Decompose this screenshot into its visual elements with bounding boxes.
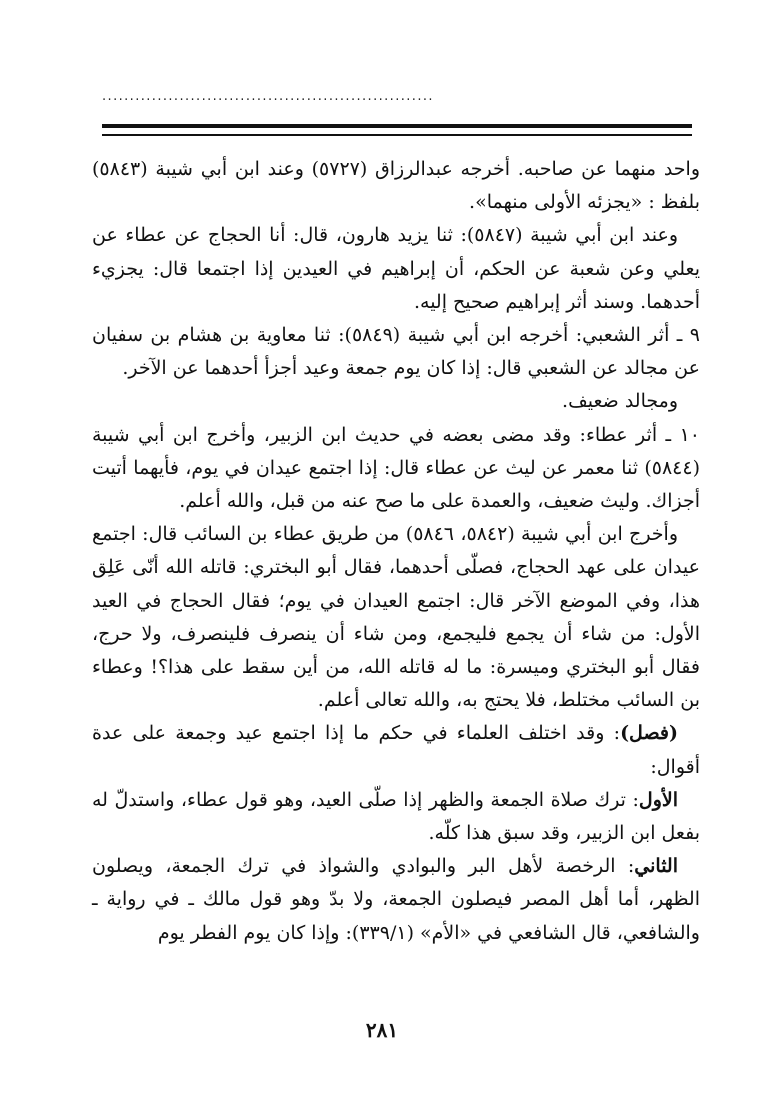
- header-rule-thick: [102, 124, 692, 128]
- paragraph-athar-ata: ١٠ ـ أثر عطاء: وقد مضى بعضه في حديث ابن الزبير، وأخرج ابن أبي شيبة (٥٨٤٤) ثنا معمر عن ليث عن عطاء قال: إذا اجتمع عيدان في يوم، فأيهما أتيت أجزاك. وليث ضعيف، والعمدة على ما صح عنه من قبل، والله أعلم.: [92, 423, 700, 513]
- paragraph-fasl: [92, 717, 700, 783]
- second-opinion-text: : الرخصة لأهل البر والبوادي والشواذ في ترك الجمعة، ويصلون الظهر، أما أهل المصر فيصلون الجمعة، ولا بدّ وهو قول مالك ـ في رواية ـ والشافعي، قال الشافعي في «الأم» (٣٣٩/١): وإذا كان يوم الفطر يوم: [92, 855, 700, 944]
- first-opinion-label: الأول: [638, 788, 678, 811]
- paragraph-ibn-abi-shaybah: وعند ابن أبي شيبة (٥٨٤٧): ثنا يزيد هارون، قال: أنا الحجاج عن عطاء عن يعلي وعن شعبة عن الحكم، أن إبراهيم في العيدين إذا اجتمعا قال: يجزيء أحدهما. وسند أثر إبراهيم صحيح إليه.: [92, 224, 700, 313]
- fasl-text: : وقد اختلف العلماء في حكم ما إذا اجتمع عيد وجمعة على عدة أقوال:: [92, 722, 700, 778]
- paragraph-continuation: واحد منهما عن صاحبه. أخرجه عبدالرزاق (٥٧٢٧) وعند ابن أبي شيبة (٥٨٤٣) بلفظ : «يجزئه الأولى منهما».: [92, 158, 701, 214]
- page-number: ٢٨١: [365, 1018, 399, 1042]
- dotted-separator: ............................................................: [102, 92, 434, 102]
- second-opinion-label: الثاني: [634, 855, 678, 878]
- fasl-label: (فصل): [620, 722, 678, 745]
- paragraph-first-opinion: [92, 784, 700, 850]
- body-text: [92, 153, 700, 950]
- paragraph-ata-ibn-saib: وأخرج ابن أبي شيبة (٥٨٤٢، ٥٨٤٦) من طريق عطاء بن السائب قال: اجتمع عيدان على عهد الحجاج، فصلّى أحدهما، فقال أبو البختري: قاتله الله أنّى عَلِق هذا، وفي الموضع الآخر قال: اجتمع العيدان في يوم؛ فقال الحجاج في العيد الأول: من شاء أن يجمع فليجمع، ومن شاء أن ينصرف فلينصرف، ولا حرج، فقال أبو البختري وميسرة: ما له قاتله الله، من أين سقط على هذا؟! وعطاء بن السائب مختلط، فلا يحتج به، والله تعالى أعلم.: [92, 523, 700, 712]
- header-rule-thin: [102, 134, 692, 136]
- paragraph-second-opinion: [92, 850, 700, 950]
- paragraph-mujalid: ومجالد ضعيف.: [562, 390, 678, 413]
- paragraph-athar-shabi: ٩ ـ أثر الشعبي: أخرجه ابن أبي شيبة (٥٨٤٩): ثنا معاوية بن هشام بن سفيان عن مجالد عن الشعبي قال: إذا كان يوم جمعة وعيد أجزأ أحدهما عن الآخر.: [92, 324, 700, 380]
- first-opinion-text: : ترك صلاة الجمعة والظهر إذا صلّى العيد، وهو قول عطاء، واستدلّ له بفعل ابن الزبير، وقد سبق هذا كلّه.: [92, 788, 700, 845]
